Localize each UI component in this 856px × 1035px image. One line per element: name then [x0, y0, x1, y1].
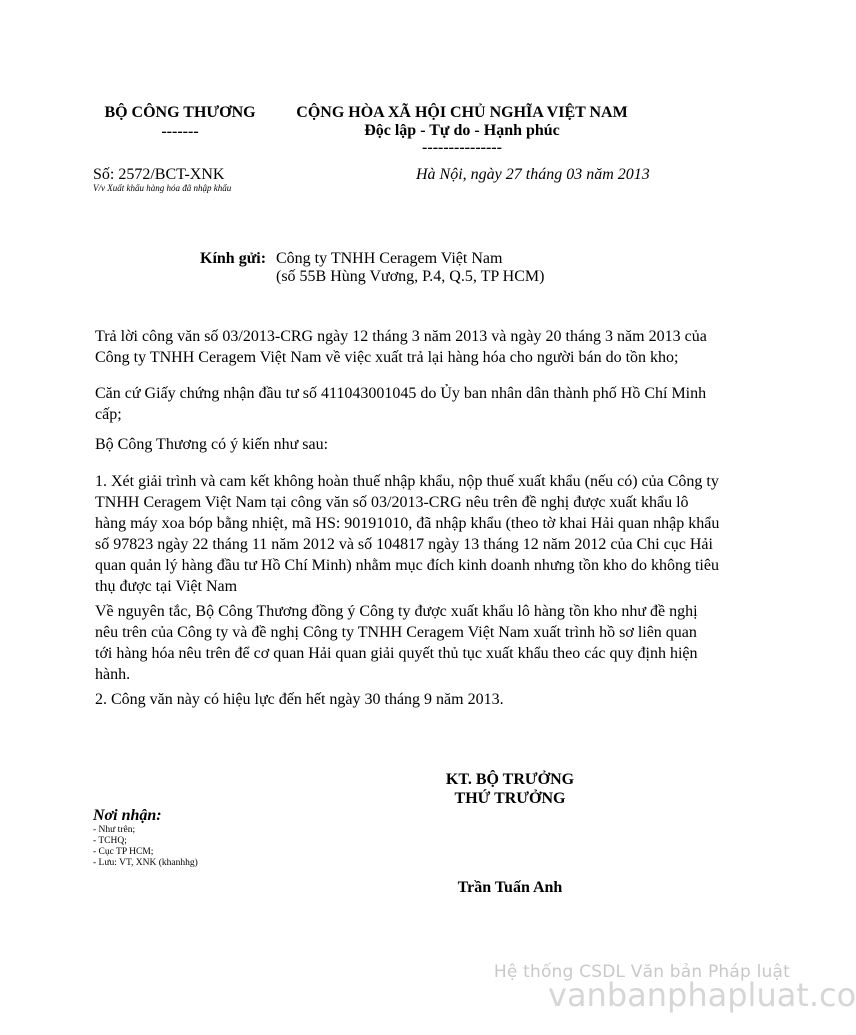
signer-name: Trần Tuấn Anh	[457, 879, 563, 896]
recipients-list	[93, 825, 198, 869]
recipient-name: Công ty TNHH Ceragem Việt Nam	[276, 250, 503, 267]
signature-title: KT. BỘ TRƯỞNG	[445, 771, 575, 788]
paragraph-principle: Về nguyên tắc, Bộ Công Thương đồng ý Công ty được xuất khẩu lô hàng tồn kho như đề nghị nêu trên của Công ty và đề nghị Công ty TNHH Ceragem Việt Nam xuất trình hồ sơ liên quan tới hàng hóa nêu trên để cơ quan Hải quan giải quyết thủ tục xuất khẩu theo các quy định hiện hành.	[95, 603, 698, 683]
document-subject: V/v Xuất khẩu hàng hóa đã nhập khẩu	[93, 183, 232, 193]
paragraph-item-2: 2. Công văn này có hiệu lực đến hết ngày 30 tháng 9 năm 2013.	[95, 691, 504, 708]
paragraph-opinion: Bộ Công Thương có ý kiến như sau:	[95, 436, 329, 453]
paragraph-item-1: 1. Xét giải trình và cam kết không hoàn thuế nhập khẩu, nộp thuế xuất khẩu (nếu có) của Công ty TNHH Ceragem Việt Nam tại công văn số 03/2013-CRG nêu trên đề nghị được xuất khẩu lô hàng máy xoa bóp bằng nhiệt, mã HS: 90191010, đã nhập khẩu (theo tờ khai Hải quan nhập khẩu số 97823 ngày 22 tháng 11 năm 2012 và số 104817 ngày 13 tháng 12 năm 2012 của Chi cục Hải quan quản lý hàng đầu tư Hồ Chí Minh) nhằm mục đích kinh doanh nhưng tồn kho do không tiêu thụ được tại Việt Nam	[95, 473, 720, 595]
recipient-item: - Lưu: VT, XNK (khanhhg)	[93, 858, 198, 868]
recipient-address: (số 55B Hùng Vương, P.4, Q.5, TP HCM)	[276, 268, 545, 285]
document-number: Số: 2572/BCT-XNK	[93, 166, 225, 183]
national-motto: Độc lập - Tự do - Hạnh phúc	[364, 122, 560, 139]
paragraph-basis: Căn cứ Giấy chứng nhận đầu tư số 411043001045 do Ủy ban nhân dân thành phố Hồ Chí Minh cấp;	[95, 385, 707, 423]
motto-rule: ---------------	[422, 139, 502, 156]
recipients-title: Nơi nhận:	[93, 807, 162, 824]
recipient-label: Kính gửi:	[200, 250, 267, 267]
paragraph-reply: Trả lời công văn số 03/2013-CRG ngày 12 tháng 3 năm 2013 và ngày 20 tháng 3 năm 2013 của Công ty TNHH Ceragem Việt Nam về việc xuất trả lại hàng hóa cho người bán do tồn kho;	[95, 328, 707, 366]
place-date: Hà Nội, ngày 27 tháng 03 năm 2013	[416, 166, 650, 183]
agency-rule: -------	[161, 123, 199, 140]
agency-name: BỘ CÔNG THƯƠNG	[104, 104, 256, 121]
recipient-item: - Như trên;	[93, 825, 136, 835]
signature-position: THỨ TRƯỞNG	[454, 790, 566, 807]
watermark-system-text: Hệ thống CSDL Văn bản Pháp luật	[493, 962, 790, 982]
recipient-item: - Cục TP HCM;	[93, 847, 154, 857]
recipient-item: - TCHQ;	[93, 836, 127, 846]
watermark-site-link[interactable]: vanbanphapluat.co	[548, 976, 856, 1014]
nation-title: CỘNG HÒA XÃ HỘI CHỦ NGHĨA VIỆT NAM	[296, 104, 628, 121]
